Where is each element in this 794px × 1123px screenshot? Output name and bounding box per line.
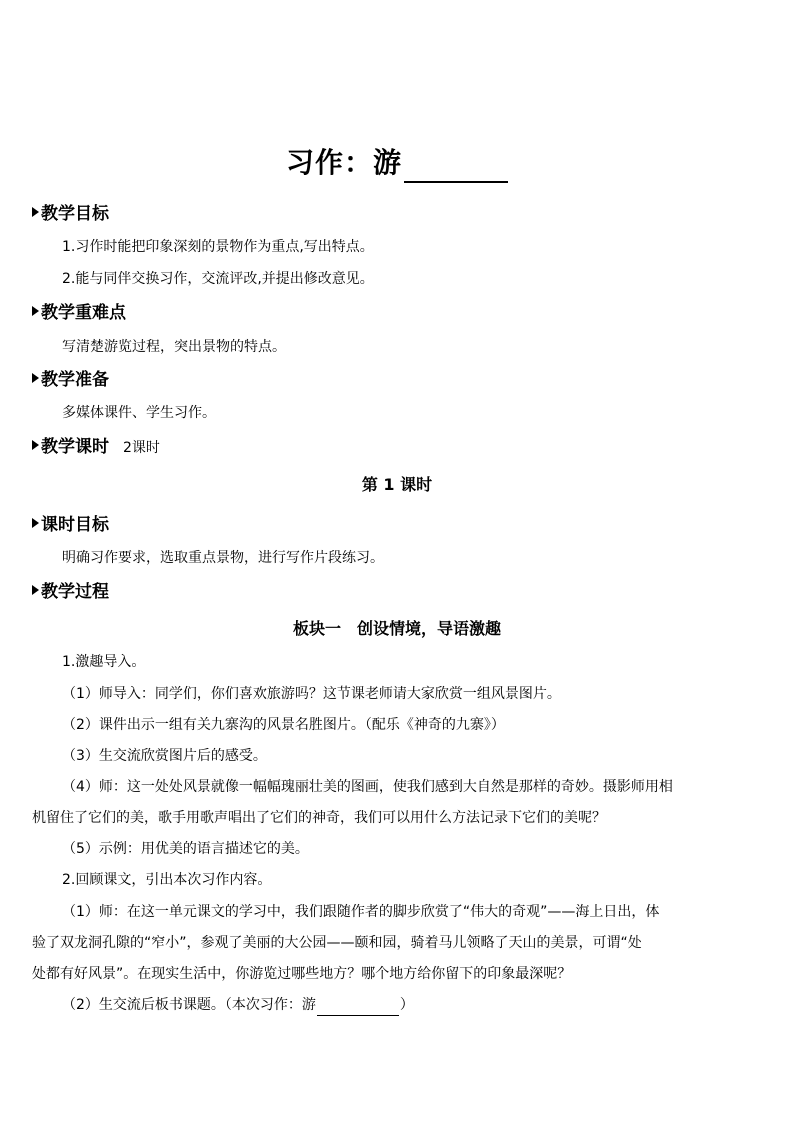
title-blank-line xyxy=(404,151,508,183)
triangle-bullet-icon xyxy=(32,207,39,217)
step-1-3: （3）生交流欣赏图片后的感受。 xyxy=(62,748,267,764)
step-2-1-line-a: （1）师：在这一单元课文的学习中，我们跟随作者的脚步欣赏了“伟大的奇观”——海上日出，体 xyxy=(62,904,660,920)
lesson-1-heading: 第 1 课时 xyxy=(361,475,433,494)
triangle-bullet-icon xyxy=(32,440,39,450)
page-title xyxy=(0,143,794,183)
step-1-4-line-a: （4）师：这一处处风景就像一幅幅瑰丽壮美的图画，使我们感到大自然是那样的奇妙。摄影师用相 xyxy=(62,779,673,795)
page-title-text: 习作：游 xyxy=(285,146,402,179)
step-2: 2.回顾课文，引出本次习作内容。 xyxy=(62,872,272,888)
triangle-bullet-icon xyxy=(32,373,39,383)
periods-value: 2课时 xyxy=(123,440,160,456)
step-2-1-line-c: 处都有好风景”。在现实生活中，你游览过哪些地方？哪个地方给你留下的印象最深呢？ xyxy=(32,966,572,982)
section-periods: 教学课时 2课时 xyxy=(32,434,160,461)
section-process: 教学过程 xyxy=(32,579,109,605)
section-key-points: 教学重难点 xyxy=(32,300,126,326)
lesson-goal-line: 明确习作要求，选取重点景物，进行写作片段练习。 xyxy=(62,550,384,566)
key-point-line: 写清楚游览过程，突出景物的特点。 xyxy=(62,339,286,355)
goal-line-2: 2.能与同伴交换习作，交流评改,并提出修改意见。 xyxy=(62,271,374,287)
topic-blank-line xyxy=(317,999,399,1016)
step-1: 1.激趣导入。 xyxy=(62,654,146,670)
section-preparation: 教学准备 xyxy=(32,367,109,393)
triangle-bullet-icon xyxy=(32,585,39,595)
step-2-2: （2）生交流后板书课题。（本次习作：游 ） xyxy=(62,994,414,1016)
step-1-4-line-b: 机留住了它们的美，歌手用歌声唱出了它们的神奇，我们可以用什么方法记录下它们的美呢？ xyxy=(32,810,606,826)
section-teaching-goals: 教学目标 xyxy=(32,201,109,227)
goal-line-1: 1.习作时能把印象深刻的景物作为重点,写出特点。 xyxy=(62,239,374,255)
step-1-1: （1）师导入：同学们，你们喜欢旅游吗？这节课老师请大家欣赏一组风景图片。 xyxy=(62,686,561,702)
preparation-line: 多媒体课件、学生习作。 xyxy=(62,405,216,421)
triangle-bullet-icon xyxy=(32,306,39,316)
triangle-bullet-icon xyxy=(32,518,39,528)
step-1-5: （5）示例：用优美的语言描述它的美。 xyxy=(62,841,309,857)
step-1-2: （2）课件出示一组有关九寨沟的风景名胜图片。（配乐《神奇的九寨》） xyxy=(62,717,505,733)
block-1-heading: 板块一 创设情境，导语激趣 xyxy=(292,619,501,638)
section-lesson-goals: 课时目标 xyxy=(32,512,109,538)
step-2-1-line-b: 验了双龙洞孔隙的“窄小”，参观了美丽的大公园——颐和园，骑着马儿领略了天山的美景，可谓“处 xyxy=(32,935,642,951)
